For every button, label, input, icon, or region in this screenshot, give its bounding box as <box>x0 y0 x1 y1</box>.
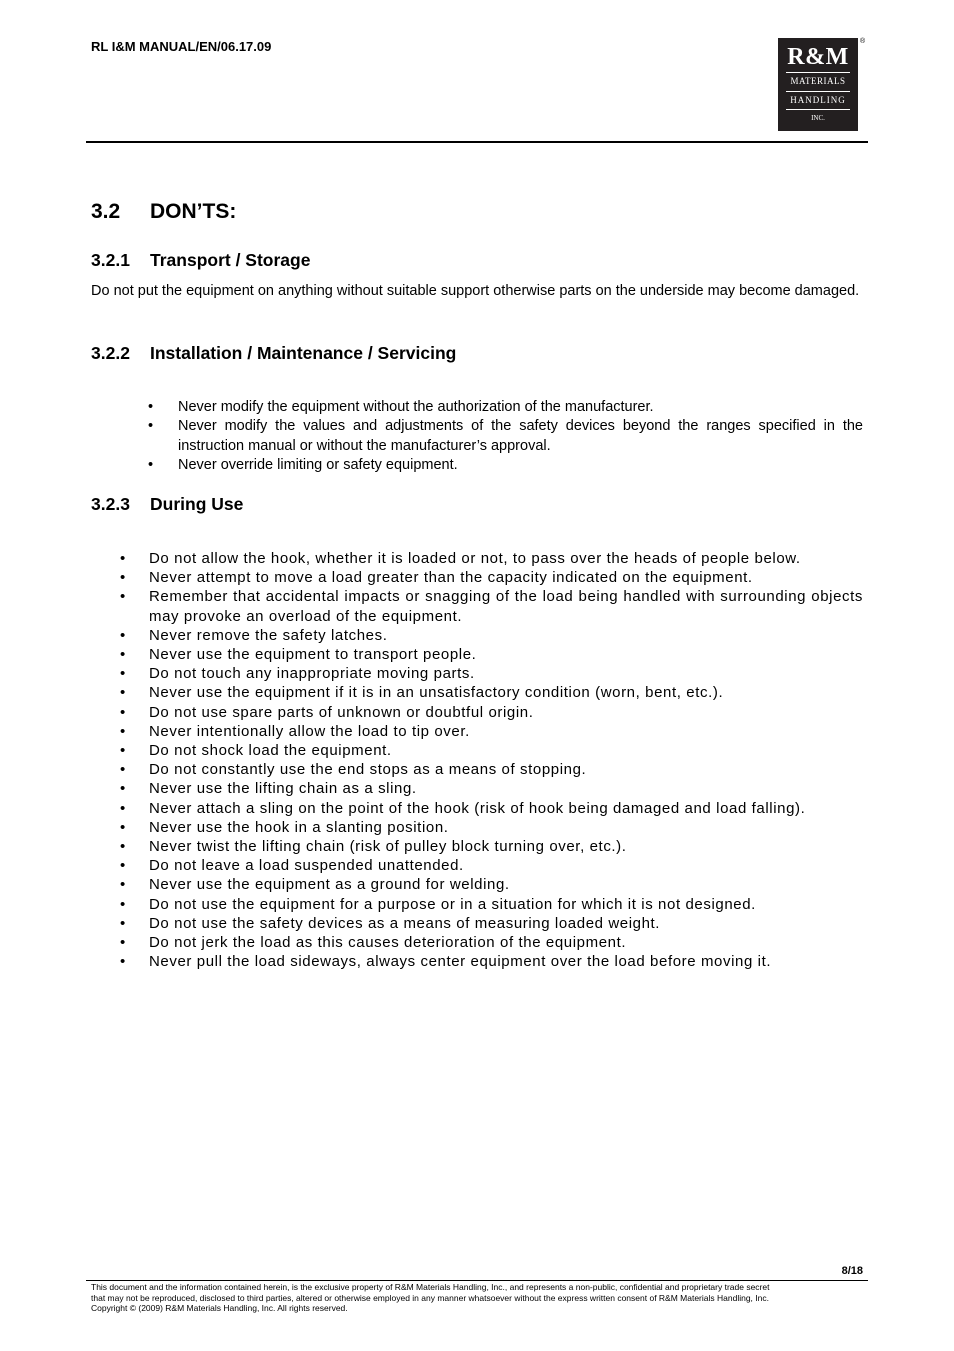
subsection-title: Installation / Maintenance / Servicing <box>150 343 457 363</box>
logo-handling: HANDLING <box>790 95 846 105</box>
page-number: 8/18 <box>841 1265 863 1277</box>
logo-divider <box>786 109 850 110</box>
list-item: • Never use the hook in a slanting position. <box>120 818 863 837</box>
subsection-heading-installation <box>91 343 456 364</box>
header-divider <box>86 141 868 143</box>
footer-disclaimer <box>91 1282 867 1314</box>
list-item: • Do not allow the hook, whether it is loaded or not, to pass over the heads of people below. <box>120 549 863 568</box>
list-item: • Do not use the safety devices as a means of measuring loaded weight. <box>120 914 863 933</box>
logo-divider <box>786 91 850 92</box>
list-item: • Do not constantly use the end stops as a means of stopping. <box>120 760 863 779</box>
subsection-number: 3.2.1 <box>91 250 130 270</box>
list-item: • Do not jerk the load as this causes deterioration of the equipment. <box>120 933 863 952</box>
subsection-title: During Use <box>150 494 244 514</box>
subsection-title: Transport / Storage <box>150 250 311 270</box>
list-item: • Never attempt to move a load greater than the capacity indicated on the equipment. <box>120 568 863 587</box>
list-item: • Never modify the values and adjustments of the safety devices beyond the ranges specified in the instruction manual or without the manufacturer’s approval. <box>148 417 863 456</box>
list-item: • Do not use spare parts of unknown or doubtful origin. <box>120 703 863 722</box>
section-heading <box>91 200 236 224</box>
list-item: • Never attach a sling on the point of the hook (risk of hook being damaged and load falling). <box>120 799 863 818</box>
company-logo <box>778 38 858 131</box>
list-item: • Do not shock load the equipment. <box>120 741 863 760</box>
installation-list <box>148 398 863 475</box>
subsection-number: 3.2.2 <box>91 343 130 363</box>
section-title: DON’TS: <box>150 200 237 223</box>
list-item: • Never use the lifting chain as a sling. <box>120 779 863 798</box>
footer-divider <box>86 1280 868 1281</box>
transport-paragraph: Do not put the equipment on anything without suitable support otherwise parts on the underside may become damaged. <box>91 283 860 299</box>
list-item: • Never pull the load sideways, always center equipment over the load before moving it. <box>120 952 863 971</box>
subsection-number: 3.2.3 <box>91 494 130 514</box>
disclaimer-line: that may not be reproduced, disclosed to third parties, altered or otherwise employed in any manner whatsoever without the express written consent of R&M Materials Handling, Inc. <box>91 1292 769 1303</box>
subsection-heading-transport <box>91 250 310 271</box>
logo-materials: MATERIALS <box>790 76 846 86</box>
logo-rm-mark: R&M <box>787 44 849 70</box>
list-item: • Never use the equipment to transport people. <box>120 645 863 664</box>
logo-inc: INC. <box>811 114 825 122</box>
copyright-line: Copyright © (2009) R&M Materials Handling, Inc. All rights reserved. <box>91 1303 348 1313</box>
during-use-list <box>120 549 863 971</box>
list-item: • Do not touch any inappropriate moving parts. <box>120 664 863 683</box>
registered-mark: ® <box>860 38 866 45</box>
section-number: 3.2 <box>91 200 121 223</box>
disclaimer-line: This document and the information contained herein, is the exclusive property of R&M Materials Handling, Inc., and represents a non-public, confidential and proprietary trade secret <box>91 1282 770 1292</box>
list-item: • Never use the equipment as a ground for welding. <box>120 875 863 894</box>
list-item: • Never use the equipment if it is in an unsatisfactory condition (worn, bent, etc.). <box>120 683 863 702</box>
subsection-heading-during-use <box>91 494 243 515</box>
list-item: • Remember that accidental impacts or snagging of the load being handled with surrounding objects may provoke an overload of the equipment. <box>120 587 863 625</box>
logo-divider <box>786 72 850 73</box>
list-item: • Never override limiting or safety equipment. <box>148 456 863 475</box>
list-item: • Never twist the lifting chain (risk of pulley block turning over, etc.). <box>120 837 863 856</box>
list-item: • Never remove the safety latches. <box>120 626 863 645</box>
list-item: • Do not leave a load suspended unattended. <box>120 856 863 875</box>
list-item: • Do not use the equipment for a purpose or in a situation for which it is not designed. <box>120 895 863 914</box>
list-item: • Never modify the equipment without the authorization of the manufacturer. <box>148 398 863 417</box>
list-item: • Never intentionally allow the load to tip over. <box>120 722 863 741</box>
document-code: RL I&M MANUAL/EN/06.17.09 <box>91 39 272 54</box>
